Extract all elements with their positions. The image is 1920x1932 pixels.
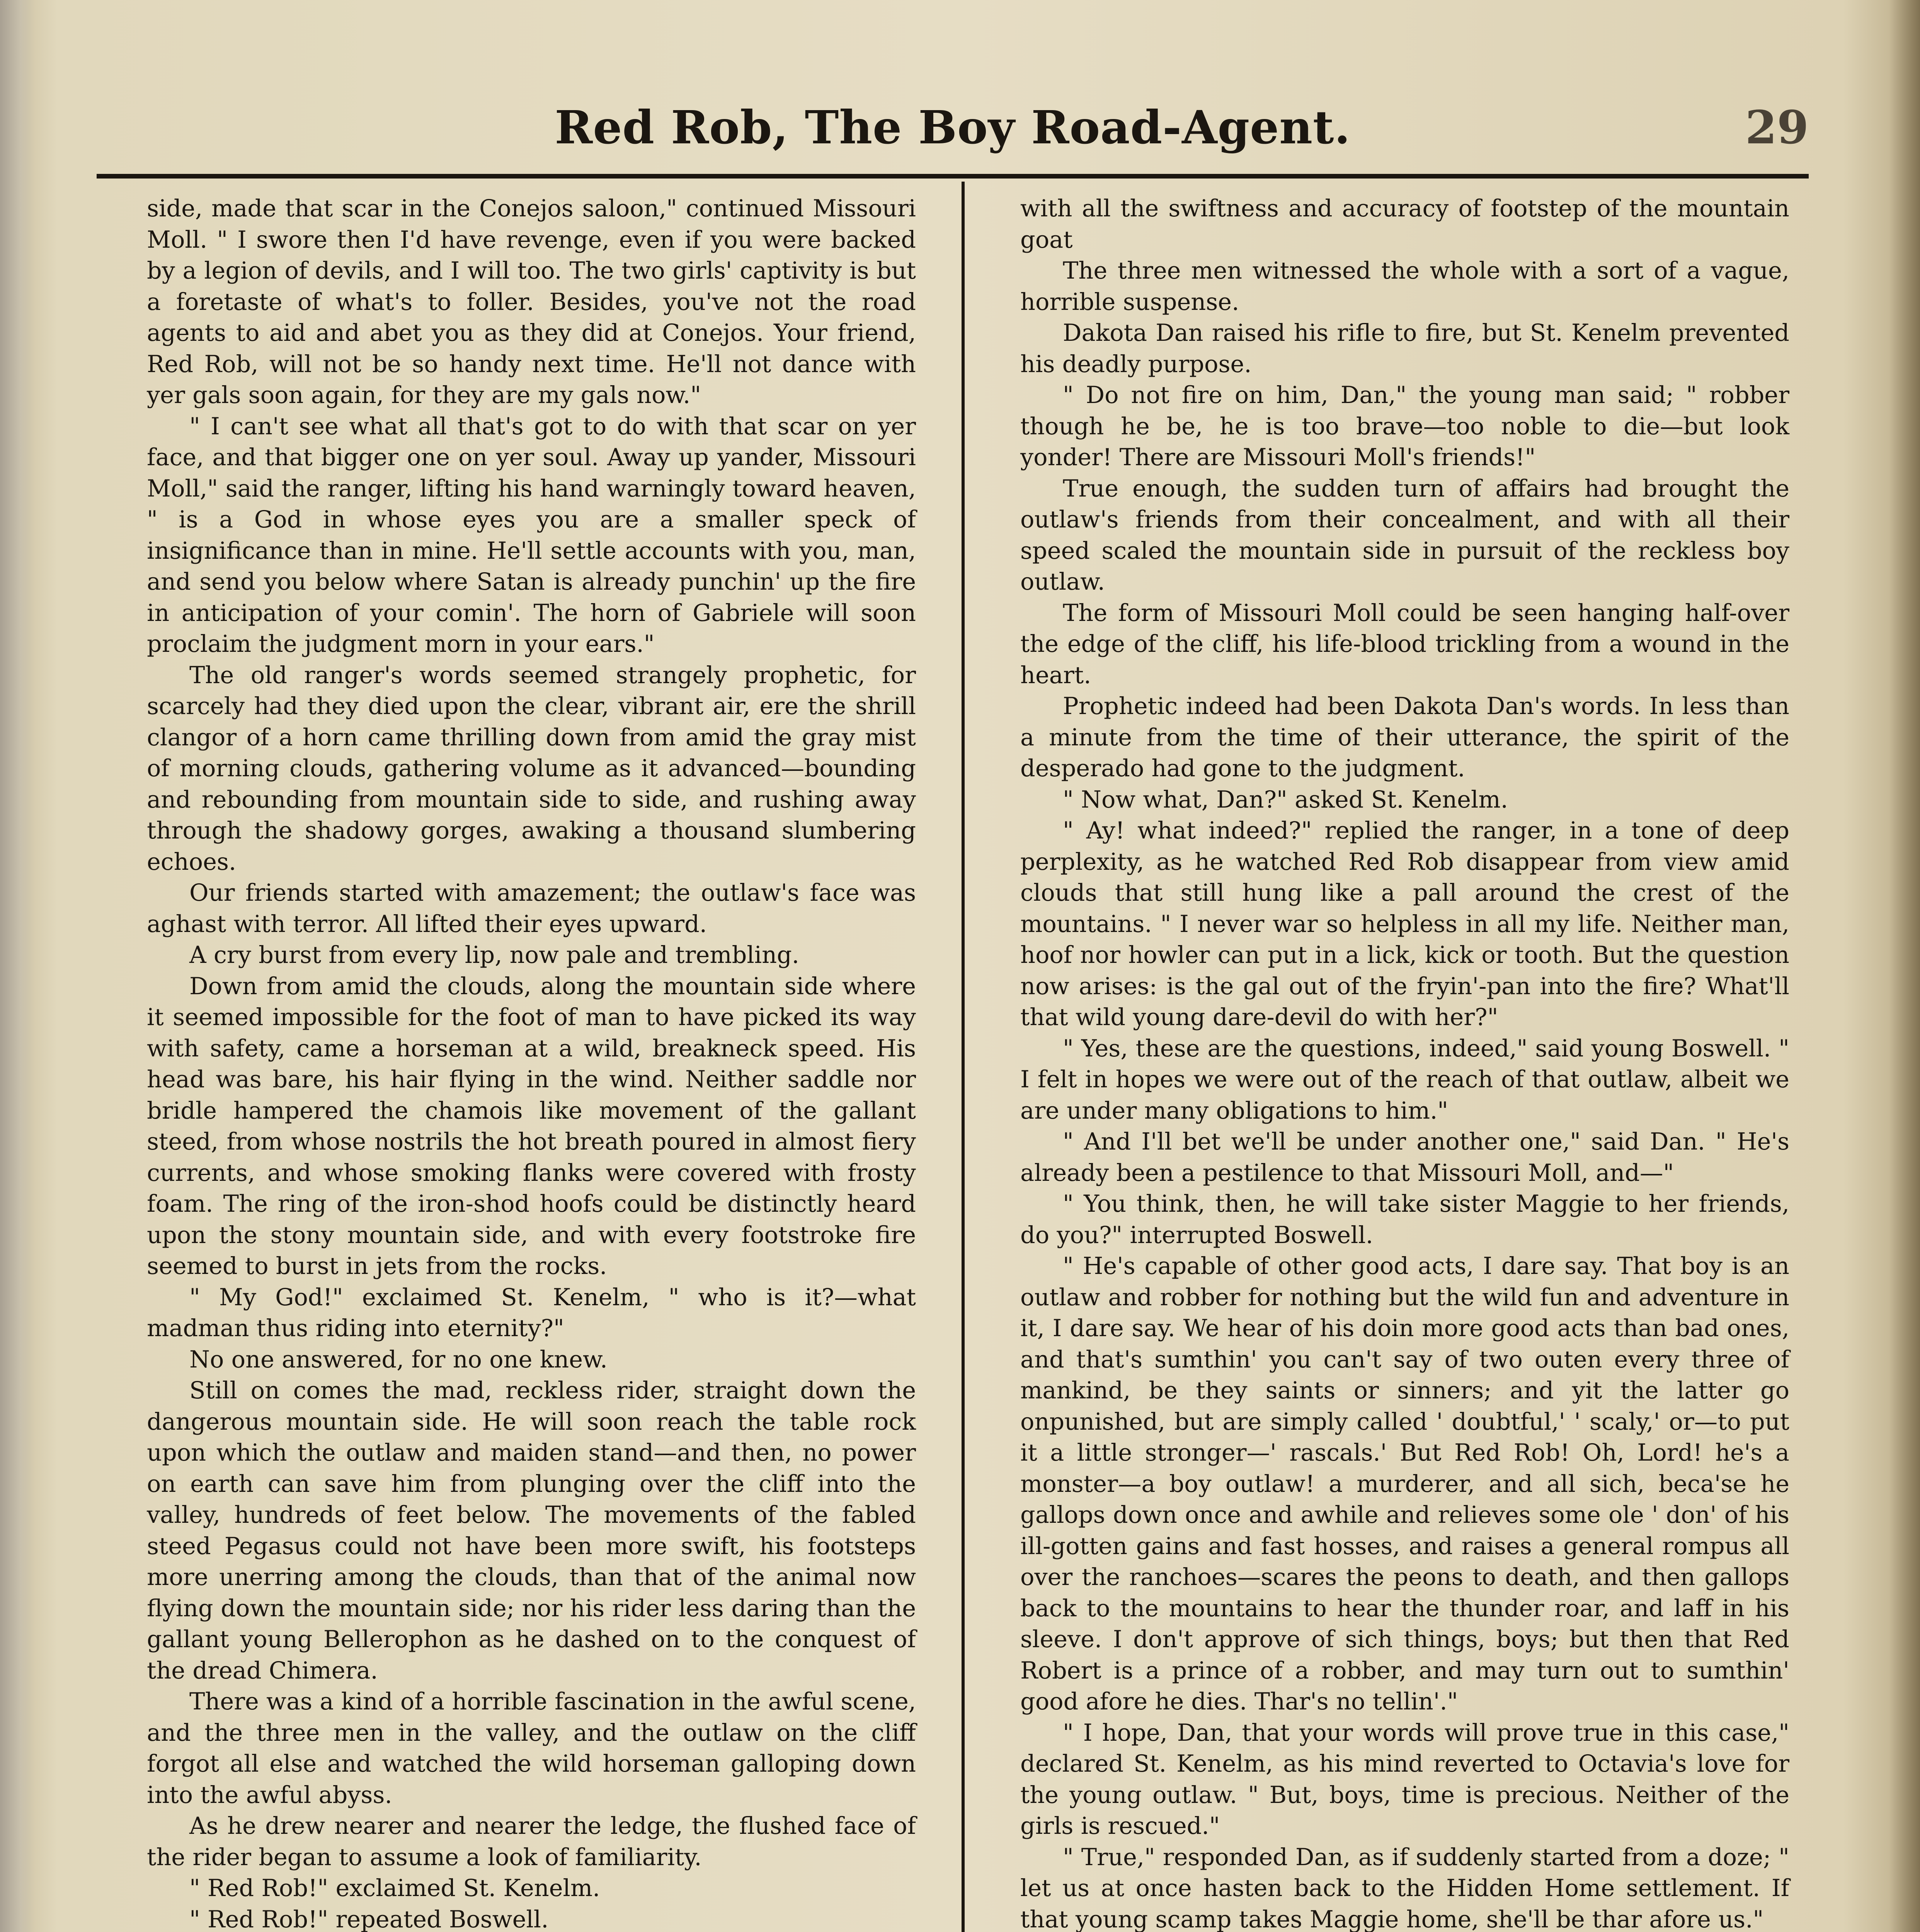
page-binding-edge: [0, 0, 35, 1932]
left-column: [147, 193, 916, 1932]
paragraph: Still on comes the mad, reckless rider, straight down the dangerous mountain side. He will soon reach the table rock upon which the outlaw and maiden stand—and then, no power on earth can save him from plunging over the cliff into the valley, hundreds of feet below. The movements of the fabled steed Pegasus could not have been more swift, his footsteps more unerring among the clouds, than that of the animal now flying down the mountain side; nor his rider less daring than the gallant young Bellerophon as he dashed on to the conquest of the dread Chimera.: [147, 1377, 916, 1684]
page-number: 29: [1745, 100, 1809, 154]
right-column: [1020, 193, 1789, 1932]
paragraph: True enough, the sudden turn of affairs had brought the outlaw's friends from their concealment, and with all their speed scaled the mountain side in pursuit of the reckless boy outlaw.: [1020, 475, 1789, 595]
paragraph: " Ay! what indeed?" replied the ranger, in a tone of deep perplexity, as he watched Red Rob disappear from view amid clouds that still hung like a pall around the crest of the mountains. " I never war so helpless in all my life. Neither man, hoof nor howler can put in a lick, kick or tooth. But the question now arises: is the gal out of the fryin'-pan into the fire? What'll that wild young dare-devil do with her?": [1020, 817, 1789, 1031]
paragraph: " Do not fire on him, Dan," the young man said; " robber though he be, he is too brave—too noble to die—but look yonder! There are Missouri Moll's friends!": [1020, 382, 1789, 471]
page-edge-shadow: [1889, 0, 1920, 1932]
paragraph: Prophetic indeed had been Dakota Dan's words. In less than a minute from the time of their utterance, the spirit of the desperado had gone to the judgment.: [1020, 693, 1789, 782]
paragraph: The form of Missouri Moll could be seen hanging half-over the edge of the cliff, his life-blood trickling from a wound in the heart.: [1020, 599, 1789, 689]
paragraph: " I hope, Dan, that your words will prove true in this case," declared St. Kenelm, as his mind reverted to Octavia's love for the young outlaw. " But, boys, time is precious. Neither of the girls is rescued.": [1020, 1719, 1789, 1840]
paragraph: " Yes, these are the questions, indeed," said young Boswell. " I felt in hopes we were out of the reach of that outlaw, albeit we are under many obligations to him.": [1020, 1035, 1789, 1124]
paragraph: Our friends started with amazement; the outlaw's face was aghast with terror. All lifted their eyes upward.: [147, 879, 916, 938]
paragraph: " Red Rob!" repeated Boswell.: [189, 1906, 549, 1932]
paragraph: Dakota Dan raised his rifle to fire, but St. Kenelm prevented his deadly purpose.: [1020, 320, 1789, 378]
paragraph: No one answered, for no one knew.: [189, 1346, 608, 1373]
paragraph: The three men witnessed the whole with a sort of a vague, horrible suspense.: [1020, 257, 1789, 316]
running-title: Red Rob, The Boy Road-Agent.: [555, 100, 1351, 154]
paragraph: " And I'll bet we'll be under another one," said Dan. " He's already been a pestilence to that Missouri Moll, and—": [1020, 1128, 1789, 1187]
paragraph: " He's capable of other good acts, I dare say. That boy is an outlaw and robber for nothing but the wild fun and adventure in it, I dare say. We hear of his doin more good acts than bad ones, and that's sumthin' you can't say of two outen every three of mankind, be they saints or sinners; and yit the latter go onpunished, but are simply called ' doubtful,' ' scaly,' or—to put it a little stronger—' rascals.' But Red Rob! Oh, Lord! he's a monster—a boy outlaw! a murderer, and all sich, beca'se he gallops down once and awhile and relieves some ole ' don' of his ill-gotten gains and fast hosses, and raises a general rompus all over the ranchoes—scares the peons to death, and then gallops back to the mountains to hear the thunder roar, and laff in his sleeve. I don't approve of sich things, boys; but then that Red Robert is a prince of a robber, and may turn out to sumthin' good afore he dies. Thar's no tellin'.": [1020, 1253, 1789, 1715]
column-divider: [962, 182, 965, 1932]
header-rule: [97, 174, 1809, 179]
running-header: [97, 89, 1809, 178]
paragraph: A cry burst from every lip, now pale and trembling.: [189, 942, 800, 969]
paragraph: " True," responded Dan, as if suddenly started from a doze; " let us at once hasten back to the Hidden Home settlement. If that young scamp takes Maggie home, she'll be thar afore us.": [1020, 1844, 1789, 1932]
paragraph: " My God!" exclaimed St. Kenelm, " who is it?—what madman thus riding into eternity?": [147, 1284, 916, 1342]
paragraph: " You think, then, he will take sister Maggie to her friends, do you?" interrupted Boswell.: [1020, 1190, 1789, 1249]
paragraph: with all the swiftness and accuracy of footstep of the mountain goat: [1020, 195, 1789, 253]
paragraph: There was a kind of a horrible fascination in the awful scene, and the three men in the valley, and the outlaw on the cliff forgot all else and watched the wild horseman galloping down into the awful abyss.: [147, 1688, 916, 1809]
paragraph: " Red Rob!" exclaimed St. Kenelm.: [189, 1875, 600, 1902]
paragraph: Down from amid the clouds, along the mountain side where it seemed impossible for the foot of man to have picked its way with safety, came a horseman at a wild, breakneck speed. His head was bare, his hair flying in the wind. Neither saddle nor bridle hampered the chamois like movement of the gallant steed, from whose nostrils the hot breath poured in almost fiery currents, and whose smoking flanks were covered with frosty foam. The ring of the iron-shod hoofs could be distinctly heard upon the stony mountain side, and with every footstroke fire seemed to burst in jets from the rocks.: [147, 973, 916, 1280]
paragraph: " Now what, Dan?" asked St. Kenelm.: [1063, 786, 1508, 813]
paragraph: side, made that scar in the Conejos saloon," continued Missouri Moll. " I swore then I'd have revenge, even if you were backed by a legion of devils, and I will too. The two girls' captivity is but a foretaste of what's to foller. Besides, you've not the road agents to aid and abet you as they did at Conejos. Your friend, Red Rob, will not be so handy next time. He'll not dance with yer gals soon again, for they are my gals now.": [147, 195, 916, 409]
paragraph: As he drew nearer and nearer the ledge, the flushed face of the rider began to assume a look of familiarity.: [147, 1813, 916, 1871]
paragraph: " I can't see what all that's got to do with that scar on yer face, and that bigger one on yer soul. Away up yander, Missouri Moll," said the ranger, lifting his hand warningly toward heaven, " is a God in whose eyes you are a smaller speck of insignificance than in mine. He'll settle accounts with you, man, and send you below where Satan is already punchin' up the fire in anticipation of your comin'. The horn of Gabriele will soon proclaim the judgment morn in your ears.": [147, 413, 916, 658]
paragraph: The old ranger's words seemed strangely prophetic, for scarcely had they died upon the clear, vibrant air, ere the shrill clangor of a horn came thrilling down from amid the gray mist of morning clouds, gathering volume as it advanced—bounding and rebounding from mountain side to side, and rushing away through the shadowy gorges, awaking a thousand slumbering echoes.: [147, 662, 916, 876]
